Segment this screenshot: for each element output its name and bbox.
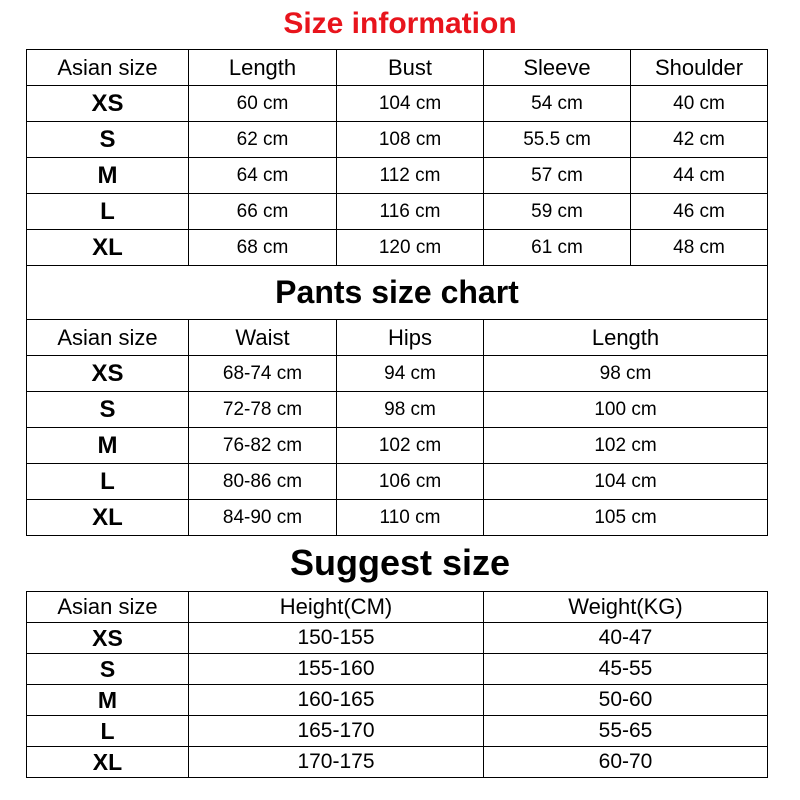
size-label: S: [27, 654, 189, 685]
column-header: Asian size: [27, 50, 189, 86]
table-cell: 48 cm: [631, 230, 768, 266]
table-cell: 106 cm: [337, 464, 484, 500]
column-header: Sleeve: [484, 50, 631, 86]
table-row: [27, 428, 768, 464]
table-cell: 61 cm: [484, 230, 631, 266]
table-cell: 80-86 cm: [189, 464, 337, 500]
table-cell: 57 cm: [484, 158, 631, 194]
table-cell: 100 cm: [484, 392, 768, 428]
pants-title-row: [27, 266, 768, 320]
size-label: XS: [27, 86, 189, 122]
size-label: L: [27, 464, 189, 500]
table-cell: 64 cm: [189, 158, 337, 194]
suggest-header-row: [27, 592, 768, 623]
column-header: Asian size: [27, 320, 189, 356]
table-cell: 112 cm: [337, 158, 484, 194]
table-cell: 102 cm: [484, 428, 768, 464]
table-row: [27, 194, 768, 230]
table-cell: 40 cm: [631, 86, 768, 122]
table-cell: 98 cm: [484, 356, 768, 392]
table-cell: 102 cm: [337, 428, 484, 464]
table-row: [27, 464, 768, 500]
table-cell: 72-78 cm: [189, 392, 337, 428]
column-header: Weight(KG): [484, 592, 768, 623]
column-header: Shoulder: [631, 50, 768, 86]
size-label: M: [27, 428, 189, 464]
table-cell: 40-47: [484, 623, 768, 654]
table-cell: 54 cm: [484, 86, 631, 122]
pants-header-row: [27, 320, 768, 356]
size-label: S: [27, 122, 189, 158]
table-cell: 62 cm: [189, 122, 337, 158]
table-cell: 105 cm: [484, 500, 768, 536]
suggest-size-table: [26, 591, 768, 778]
size-label: XS: [27, 356, 189, 392]
table-cell: 170-175: [189, 747, 484, 778]
pants-size-chart-title: Pants size chart: [27, 266, 768, 320]
table-cell: 68-74 cm: [189, 356, 337, 392]
table-cell: 55-65: [484, 716, 768, 747]
size-info-header-row: [27, 50, 768, 86]
table-row: [27, 716, 768, 747]
table-cell: 44 cm: [631, 158, 768, 194]
column-header: Hips: [337, 320, 484, 356]
table-row: [27, 230, 768, 266]
size-label: L: [27, 716, 189, 747]
table-cell: 59 cm: [484, 194, 631, 230]
column-header: Height(CM): [189, 592, 484, 623]
size-information-title: Size information: [283, 7, 517, 40]
table-cell: 108 cm: [337, 122, 484, 158]
table-row: [27, 392, 768, 428]
column-header: Bust: [337, 50, 484, 86]
table-cell: 68 cm: [189, 230, 337, 266]
table-cell: 104 cm: [484, 464, 768, 500]
table-row: [27, 158, 768, 194]
table-row: [27, 623, 768, 654]
column-header: Length: [484, 320, 768, 356]
size-label: XS: [27, 623, 189, 654]
table-row: [27, 747, 768, 778]
table-cell: 155-160: [189, 654, 484, 685]
table-cell: 150-155: [189, 623, 484, 654]
suggest-size-title: Suggest size: [289, 542, 511, 583]
table-cell: 66 cm: [189, 194, 337, 230]
table-row: [27, 500, 768, 536]
table-cell: 46 cm: [631, 194, 768, 230]
table-row: [27, 356, 768, 392]
table-cell: 60-70: [484, 747, 768, 778]
table-row: [27, 86, 768, 122]
size-label: XL: [27, 230, 189, 266]
table-row: [27, 122, 768, 158]
column-header: Asian size: [27, 592, 189, 623]
table-cell: 165-170: [189, 716, 484, 747]
table-cell: 116 cm: [337, 194, 484, 230]
size-label: XL: [27, 500, 189, 536]
size-information-table: [26, 49, 768, 536]
table-cell: 110 cm: [337, 500, 484, 536]
table-row: [27, 654, 768, 685]
size-label: M: [27, 685, 189, 716]
size-label: M: [27, 158, 189, 194]
table-cell: 94 cm: [337, 356, 484, 392]
size-label: S: [27, 392, 189, 428]
table-cell: 42 cm: [631, 122, 768, 158]
column-header: Waist: [189, 320, 337, 356]
table-cell: 84-90 cm: [189, 500, 337, 536]
table-cell: 104 cm: [337, 86, 484, 122]
table-cell: 45-55: [484, 654, 768, 685]
table-cell: 76-82 cm: [189, 428, 337, 464]
table-cell: 98 cm: [337, 392, 484, 428]
table-cell: 55.5 cm: [484, 122, 631, 158]
size-label: L: [27, 194, 189, 230]
table-cell: 120 cm: [337, 230, 484, 266]
table-cell: 50-60: [484, 685, 768, 716]
size-label: XL: [27, 747, 189, 778]
column-header: Length: [189, 50, 337, 86]
table-cell: 60 cm: [189, 86, 337, 122]
table-row: [27, 685, 768, 716]
table-cell: 160-165: [189, 685, 484, 716]
